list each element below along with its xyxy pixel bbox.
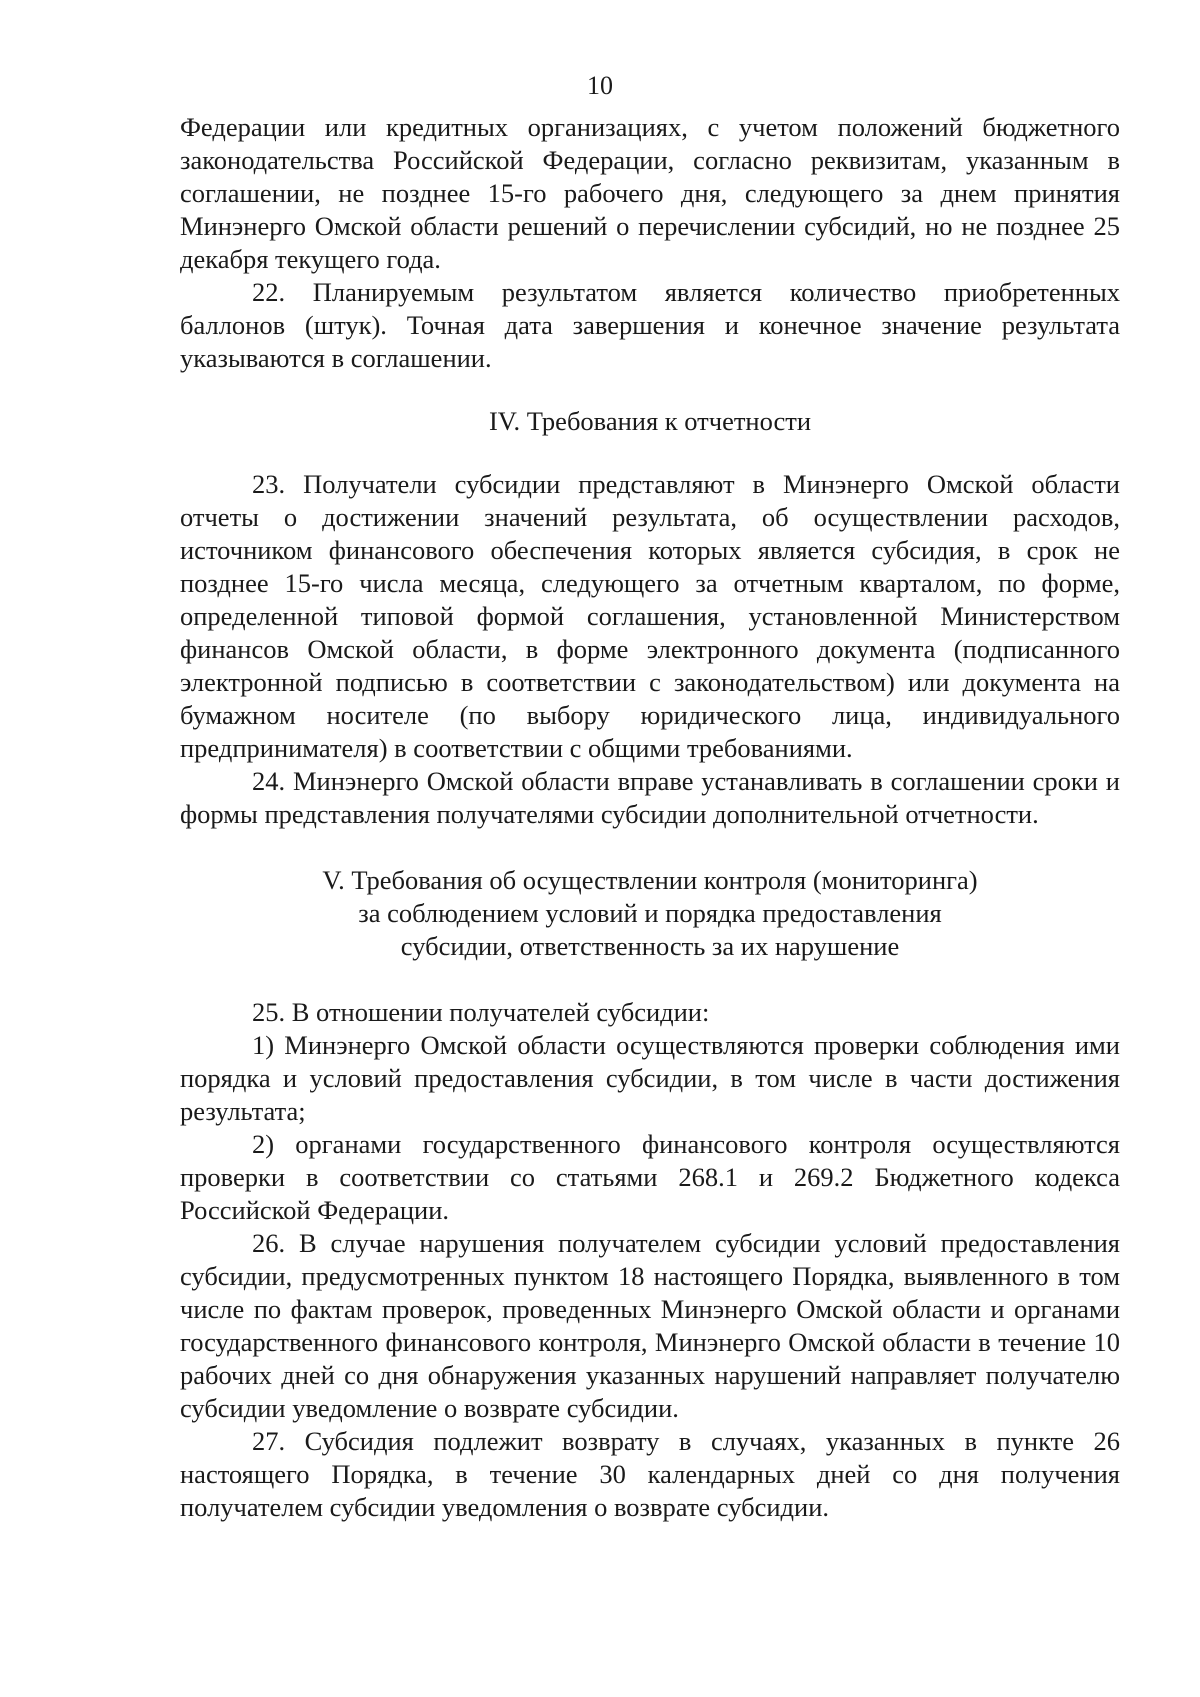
paragraph-23: 23. Получатели субсидии представляют в Минэнерго Омской области отчеты о достижении значений результата, об осуществлении расходов, источником финансового обеспечения которых является субсидия, в срок не позднее 15-го числа месяца, следующего за отчетным кварталом, по форме, определенной типовой формой соглашения, установленной Министерством финансов Омской области, в форме электронного документа (подписанного электронной подписью в соответствии с законодательством) или документа на бумажном носителе (по выбору юридического лица, индивидуального предпринимателя) в соответствии с общими требованиями. [180,469,1120,763]
paragraph-24: 24. Минэнерго Омской области вправе устанавливать в соглашении сроки и формы представления получателями субсидии дополнительной отчетности. [180,766,1120,829]
paragraph-continuation: Федерации или кредитных организациях, с учетом положений бюджетного законодательства Российской Федерации, согласно реквизитам, указанным в соглашении, не позднее 15-го рабочего дня, следующего за днем принятия Минэнерго Омской области решений о перечислении субсидий, но не позднее 25 декабря текущего года. [180,112,1120,274]
page-number: 10 [587,71,613,100]
paragraph-25-item-2: 2) органами государственного финансового контроля осуществляются проверки в соответствии со статьями 268.1 и 269.2 Бюджетного кодекса Российской Федерации. [180,1129,1120,1225]
paragraph-22: 22. Планируемым результатом является количество приобретенных баллонов (штук). Точная дата завершения и конечное значение результата указываются в соглашении. [180,277,1120,373]
section-5-heading-line-2: за соблюдением условий и порядка предоставления [358,898,942,928]
paragraph-25-item-1: 1) Минэнерго Омской области осуществляются проверки соблюдения ими порядка и условий предоставления субсидии, в том числе в части достижения результата; [180,1030,1120,1126]
section-5-heading-line-1: V. Требования об осуществлении контроля (мониторинга) [322,865,978,895]
document-body [180,111,1120,1524]
section-5-heading-line-3: субсидии, ответственность за их нарушение [400,931,900,961]
paragraph-26: 26. В случае нарушения получателем субсидии условий предоставления субсидии, предусмотренных пунктом 18 настоящего Порядка, выявленного в том числе по фактам проверок, проведенных Минэнерго Омской области и органами государственного финансового контроля, Минэнерго Омской области в течение 10 рабочих дней со дня обнаружения указанных нарушений направляет получателю субсидии уведомление о возврате субсидии. [180,1228,1120,1423]
paragraph-27: 27. Субсидия подлежит возврату в случаях, указанных в пункте 26 настоящего Порядка, в течение 30 календарных дней со дня получения получателем субсидии уведомления о возврате субсидии. [180,1426,1120,1522]
section-5-heading [180,864,1120,963]
paragraph-25: 25. В отношении получателей субсидии: [252,997,710,1027]
section-4-heading: IV. Требования к отчетности [488,406,812,436]
